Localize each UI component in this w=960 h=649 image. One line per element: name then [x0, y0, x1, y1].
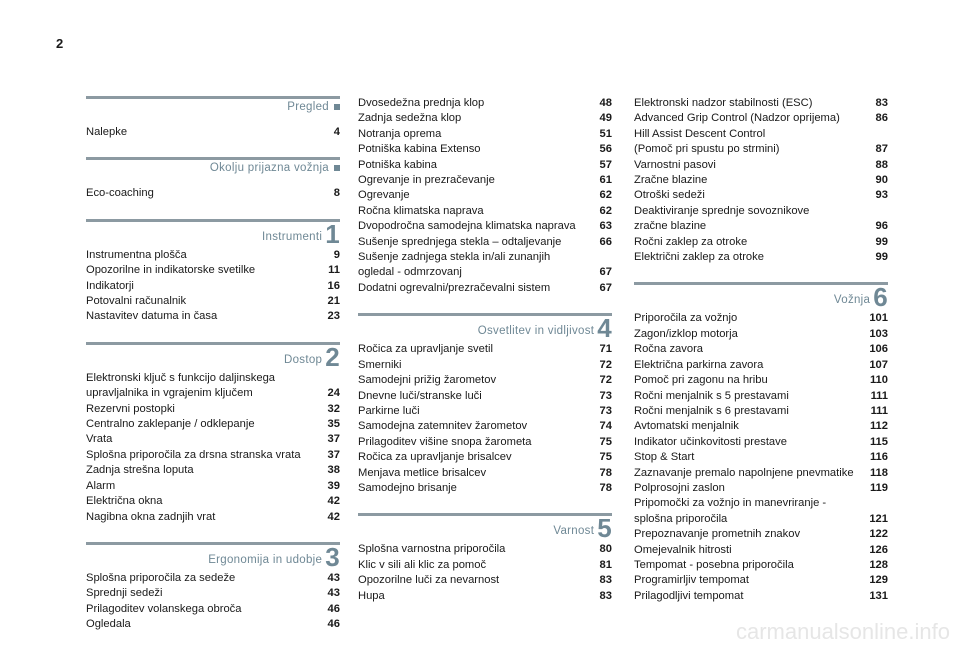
toc-entry[interactable] — [86, 617, 340, 632]
toc-entry-page: 61 — [599, 174, 612, 187]
toc-entry-page: 62 — [599, 189, 612, 202]
toc-entry-page: 75 — [599, 451, 612, 464]
toc-entry-page: 81 — [599, 558, 612, 571]
toc-entry-page: 8 — [333, 187, 340, 200]
toc-entry[interactable] — [634, 435, 888, 450]
toc-entry-label: Splošna priporočila za sedeže — [86, 571, 236, 584]
toc-entry[interactable] — [634, 358, 888, 373]
section-title — [553, 513, 612, 544]
toc-entry-page: 32 — [327, 402, 340, 415]
toc-entry-label: Ogrevanje in prezračevanje — [358, 174, 495, 187]
toc-entry-page: 112 — [869, 420, 888, 433]
watermark-text: carmanualsonline.info — [735, 619, 950, 644]
section-title — [287, 101, 340, 114]
section-header — [634, 282, 888, 311]
toc-entry-label: Parkirne luči — [358, 404, 420, 417]
toc-entry-page: 51 — [599, 127, 612, 140]
toc-entry-label: Zadnja strešna loputa — [86, 464, 194, 477]
toc-entry-page: 83 — [875, 97, 888, 109]
toc-entry[interactable] — [358, 404, 612, 419]
toc-entry[interactable] — [634, 573, 888, 588]
toc-entry[interactable] — [634, 543, 888, 558]
toc-entry-label: Ročica za upravljanje svetil — [358, 343, 493, 356]
section-title-text: Vožnja — [833, 294, 871, 307]
toc-entry-label: Nagibna okna zadnjih vrat — [86, 510, 216, 523]
section-gap — [358, 496, 612, 513]
toc-entry[interactable] — [86, 294, 340, 309]
toc-entry[interactable] — [634, 481, 888, 496]
toc-entry-label: Ogrevanje — [358, 189, 410, 202]
toc-entry[interactable] — [634, 404, 888, 419]
section-number: 5 — [597, 513, 612, 544]
watermark-logo — [660, 609, 960, 649]
toc-entry-page: 75 — [599, 435, 612, 448]
section-header — [358, 513, 612, 542]
toc-section — [86, 219, 340, 325]
toc-entry-label: Rezervni postopki — [86, 402, 175, 415]
section-title-text: Ergonomija in udobje — [208, 553, 323, 566]
toc-entry-label: Indikatorji — [86, 279, 134, 292]
toc-entry-page: 88 — [875, 158, 888, 171]
toc-entry-page: 35 — [327, 418, 340, 431]
toc-entry[interactable] — [634, 327, 888, 342]
section-number: 6 — [873, 282, 888, 313]
toc-entry-page: 37 — [327, 448, 340, 461]
toc-entry-label: Deaktiviranje sprednje sovoznikove zračne blazine — [634, 204, 810, 233]
toc-entry-label: Prilagoditev višine snopa žarometa — [358, 435, 532, 448]
toc-entry-label: Opozorilne luči za nevarnost — [358, 574, 500, 587]
toc-entry[interactable] — [358, 558, 612, 573]
toc-entry-page: 99 — [875, 235, 888, 248]
toc-entry-page: 99 — [875, 251, 888, 264]
toc-entry-label: Samodejna zatemnitev žarometov — [358, 420, 528, 433]
toc-entry[interactable] — [358, 542, 612, 557]
toc-entry[interactable] — [86, 494, 340, 509]
toc-entry[interactable] — [634, 158, 888, 173]
toc-entry-label: Električna okna — [86, 495, 163, 508]
toc-section — [86, 157, 340, 201]
toc-entry-label: Indikator učinkovitosti prestave — [634, 435, 787, 448]
toc-entry[interactable] — [358, 419, 612, 434]
toc-entry[interactable] — [358, 573, 612, 588]
toc-entry-label: Notranja oprema — [358, 127, 442, 140]
section-header — [86, 219, 340, 248]
toc-entry[interactable] — [358, 373, 612, 388]
toc-entry-page: 39 — [327, 479, 340, 492]
toc-entry-page: 90 — [875, 174, 888, 187]
toc-entry-label: Klic v sili ali klic za pomoč — [358, 558, 487, 571]
section-square-icon — [334, 104, 340, 110]
toc-entry-page: 67 — [599, 266, 612, 279]
toc-entry[interactable] — [86, 479, 340, 494]
toc-entry-page: 107 — [869, 358, 888, 371]
toc-entry[interactable] — [86, 448, 340, 463]
toc-entry[interactable] — [358, 342, 612, 357]
section-header — [86, 342, 340, 371]
toc-entry-page: 126 — [869, 543, 888, 556]
toc-entry-page: 38 — [327, 464, 340, 477]
section-gap — [86, 325, 340, 342]
toc-entry-label: Advanced Grip Control (Nadzor oprijema) — [634, 112, 840, 125]
section-header — [86, 542, 340, 571]
toc-entry-label: Eco-coaching — [86, 187, 154, 200]
toc-entry-label: Električna parkirna zavora — [634, 358, 764, 371]
toc-entry[interactable] — [358, 481, 612, 496]
toc-entry[interactable] — [86, 402, 340, 417]
section-title-text: Varnost — [553, 525, 595, 538]
section-title-text: Instrumenti — [262, 230, 323, 243]
toc-entry-label: Prilagoditev volanskega obroča — [86, 602, 242, 615]
toc-column-2 — [358, 96, 612, 604]
toc-section — [634, 282, 888, 604]
toc-entry-label: Dodatni ogrevalni/prezračevalni sistem — [358, 281, 551, 294]
toc-entry-label: Sušenje sprednjega stekla – odtaljevanje — [358, 235, 562, 248]
toc-entry-label: Sušenje zadnjega stekla in/ali zunanjih ogledal - odmrzovanj — [358, 251, 551, 279]
toc-entry[interactable] — [634, 235, 888, 250]
toc-entry-page: 72 — [599, 374, 612, 387]
toc-entry[interactable] — [86, 371, 340, 402]
toc-entry-label: Potniška kabina Extenso — [358, 143, 481, 156]
toc-entry[interactable] — [634, 111, 888, 126]
toc-entry[interactable] — [358, 358, 612, 373]
section-title-text: Osvetlitev in vidljivost — [477, 325, 595, 338]
toc-section — [358, 313, 612, 496]
toc-entry-label: Smerniki — [358, 358, 402, 371]
toc-section — [358, 96, 612, 296]
toc-entry-page: 129 — [869, 574, 888, 587]
section-gap — [86, 140, 340, 157]
toc-entry[interactable] — [86, 186, 340, 201]
toc-entry-label: Varnostni pasovi — [634, 158, 716, 171]
toc-entry[interactable] — [358, 188, 612, 203]
toc-entry[interactable] — [86, 463, 340, 478]
toc-entry-label: Otroški sedeži — [634, 189, 705, 202]
toc-entry-page: 71 — [599, 343, 612, 356]
toc-entry-page: 101 — [869, 312, 888, 325]
toc-entry-label: Ročni zaklep za otroke — [634, 235, 748, 248]
toc-entry[interactable] — [358, 389, 612, 404]
toc-entry-label: Omejevalnik hitrosti — [634, 543, 732, 556]
toc-entry-page: 131 — [869, 589, 888, 602]
toc-entry-page: 96 — [875, 220, 888, 233]
toc-column-1 — [86, 96, 340, 633]
toc-entry-page: 110 — [869, 374, 888, 387]
toc-entry-page: 49 — [599, 112, 612, 125]
section-title — [210, 162, 340, 175]
toc-entry-page: 78 — [599, 466, 612, 479]
toc-entry-page: 57 — [599, 158, 612, 171]
toc-entry[interactable] — [86, 309, 340, 324]
toc-entry-label: Sprednji sedeži — [86, 587, 163, 600]
section-gap — [86, 202, 340, 219]
toc-entry-page: 66 — [599, 235, 612, 248]
toc-entry[interactable] — [634, 173, 888, 188]
toc-entry-label: Polprosojni zaslon — [634, 481, 725, 494]
toc-entry-page: 73 — [599, 389, 612, 402]
toc-entry[interactable] — [86, 125, 340, 140]
toc-section — [86, 96, 340, 140]
toc-entry-label: Hupa — [358, 589, 385, 602]
toc-entry[interactable] — [358, 589, 612, 604]
section-title — [833, 282, 888, 313]
section-title-text: Dostop — [283, 353, 323, 366]
toc-entry[interactable] — [358, 127, 612, 142]
section-title-text: Pregled — [287, 101, 329, 113]
toc-entry-page: 111 — [870, 389, 888, 402]
toc-entry-page: 78 — [599, 481, 612, 494]
toc-entry[interactable] — [634, 496, 888, 527]
toc-entry-page: 122 — [869, 528, 888, 541]
toc-entry[interactable] — [358, 450, 612, 465]
toc-entry-label: Splošna priporočila za drsna stranska vrata — [86, 448, 301, 461]
section-number: 4 — [597, 313, 612, 344]
toc-entry[interactable] — [634, 466, 888, 481]
toc-entry[interactable] — [86, 602, 340, 617]
toc-entry-label: Ročna zavora — [634, 343, 704, 356]
section-square-icon — [334, 165, 340, 171]
section-gap — [86, 525, 340, 542]
toc-entry-label: Stop & Start — [634, 451, 695, 464]
section-gap — [358, 296, 612, 313]
toc-entry-label: Potniška kabina — [358, 158, 437, 171]
toc-entry-page: 56 — [599, 143, 612, 156]
toc-entry[interactable] — [358, 158, 612, 173]
toc-entry-label: Programirljiv tempomat — [634, 574, 750, 587]
toc-section — [86, 542, 340, 633]
toc-entry[interactable] — [634, 250, 888, 265]
toc-entry-label: Nalepke — [86, 126, 128, 138]
toc-entry-page: 111 — [870, 404, 888, 417]
toc-entry[interactable] — [358, 435, 612, 450]
section-header — [358, 313, 612, 342]
toc-entry[interactable] — [358, 142, 612, 157]
toc-entry[interactable] — [86, 432, 340, 447]
toc-entry-page: 121 — [869, 512, 888, 525]
toc-entry[interactable] — [358, 204, 612, 219]
toc-entry-label: Pripomočki za vožnjo in manevriranje - splošna priporočila — [634, 497, 827, 525]
section-number: 3 — [325, 541, 340, 572]
toc-entry-page: 83 — [599, 574, 612, 587]
toc-entry-page: 24 — [327, 387, 340, 400]
toc-entry-page: 93 — [875, 189, 888, 202]
toc-entry-page: 63 — [599, 220, 612, 233]
section-header — [86, 157, 340, 186]
toc-entry-label: Tempomat - posebna priporočila — [634, 558, 794, 571]
toc-entry[interactable] — [634, 311, 888, 326]
toc-entry-label: Zračne blazine — [634, 174, 708, 187]
toc-entry-label: Avtomatski menjalnik — [634, 420, 739, 433]
toc-entry-page: 119 — [869, 481, 888, 494]
toc-entry[interactable] — [634, 96, 888, 111]
toc-entry[interactable] — [86, 248, 340, 263]
section-number: 1 — [325, 218, 340, 249]
toc-section — [634, 96, 888, 265]
toc-entry[interactable] — [358, 235, 612, 250]
toc-entry-label: Ročna klimatska naprava — [358, 204, 484, 217]
section-title — [208, 541, 340, 572]
toc-section — [86, 342, 340, 525]
toc-entry-label: Pomoč pri zagonu na hribu — [634, 374, 768, 387]
toc-entry-label: Prepoznavanje prometnih znakov — [634, 528, 801, 541]
toc-entry-page: 128 — [869, 558, 888, 571]
toc-entry-page: 62 — [599, 204, 612, 217]
toc-section — [358, 513, 612, 604]
toc-entry[interactable] — [634, 558, 888, 573]
toc-entry[interactable] — [358, 96, 612, 111]
toc-entry[interactable] — [358, 173, 612, 188]
toc-entry[interactable] — [86, 417, 340, 432]
toc-entry[interactable] — [358, 281, 612, 296]
section-gap — [634, 265, 888, 282]
toc-entry-page: 43 — [327, 587, 340, 600]
toc-entry-label: Ogledala — [86, 618, 131, 631]
toc-entry-label: Zadnja sedežna klop — [358, 112, 462, 125]
toc-entry-label: Elektronski ključ s funkcijo daljinskega upravljalnika in vgrajenim ključem — [86, 371, 276, 400]
toc-entry-page: 16 — [327, 279, 340, 292]
toc-entry[interactable] — [634, 589, 888, 604]
toc-entry-page: 21 — [327, 295, 340, 308]
section-title-text: Okolju prijazna vožnja — [209, 162, 329, 175]
toc-entry-label: Centralno zaklepanje / odklepanje — [86, 418, 255, 431]
toc-entry[interactable] — [86, 510, 340, 525]
toc-entry-page: 37 — [327, 433, 340, 446]
toc-entry-label: Ročica za upravljanje brisalcev — [358, 451, 512, 464]
toc-entry-label: Menjava metlice brisalcev — [358, 466, 487, 479]
toc-entry-page: 86 — [875, 112, 888, 125]
toc-entry[interactable] — [634, 373, 888, 388]
toc-entry-label: Vrata — [86, 433, 113, 446]
toc-entry-page: 106 — [869, 343, 888, 356]
toc-entry-label: Zagon/izklop motorja — [634, 327, 738, 340]
toc-entry-label: Električni zaklep za otroke — [634, 251, 764, 264]
toc-entry-label: Splošna varnostna priporočila — [358, 543, 506, 556]
section-header — [86, 96, 340, 125]
section-title — [262, 218, 340, 249]
toc-entry-page: 103 — [869, 327, 888, 340]
toc-entry-label: Samodejno brisanje — [358, 481, 457, 494]
toc-entry-label: Instrumentna plošča — [86, 248, 187, 261]
toc-entry[interactable] — [86, 571, 340, 586]
toc-entry-page: 23 — [327, 310, 340, 323]
section-title — [477, 313, 612, 344]
toc-entry-page: 4 — [333, 126, 340, 138]
toc-entry-page: 80 — [599, 543, 612, 556]
toc-entry-page: 116 — [869, 451, 888, 464]
toc-entry-page: 67 — [599, 281, 612, 294]
toc-entry[interactable] — [634, 342, 888, 357]
toc-entry-label: Nastavitev datuma in časa — [86, 310, 218, 323]
toc-entry[interactable] — [634, 188, 888, 203]
toc-entry[interactable] — [86, 279, 340, 294]
toc-entry-page: 42 — [327, 495, 340, 508]
toc-entry[interactable] — [358, 466, 612, 481]
toc-entry-page: 9 — [333, 248, 340, 261]
toc-entry[interactable] — [634, 127, 888, 158]
toc-entry[interactable] — [634, 419, 888, 434]
toc-entry-page: 74 — [599, 420, 612, 433]
toc-entry-page: 115 — [869, 435, 888, 448]
toc-entry[interactable] — [358, 111, 612, 126]
toc-entry-label: Alarm — [86, 479, 116, 492]
toc-entry[interactable] — [86, 263, 340, 278]
toc-entry-label: Ročni menjalnik s 5 prestavami — [634, 389, 789, 402]
toc-entry[interactable] — [634, 527, 888, 542]
toc-entry[interactable] — [634, 450, 888, 465]
toc-entry-label: Zaznavanje premalo napolnjene pnevmatike — [634, 466, 854, 479]
toc-entry-label: Priporočila za vožnjo — [634, 312, 738, 325]
toc-entry-label: Ročni menjalnik s 6 prestavami — [634, 404, 789, 417]
toc-entry-label: Hill Assist Descent Control (Pomoč pri spustu po strmini) — [634, 127, 780, 156]
toc-entry[interactable] — [86, 586, 340, 601]
toc-entry[interactable] — [358, 219, 612, 234]
toc-entry-label: Opozorilne in indikatorske svetilke — [86, 264, 256, 277]
toc-entry[interactable] — [634, 204, 888, 235]
section-title — [283, 341, 340, 372]
toc-entry-page: 83 — [599, 589, 612, 602]
toc-column-3 — [634, 96, 888, 604]
toc-entry-label: Prilagodljivi tempomat — [634, 589, 744, 602]
section-number: 2 — [325, 341, 340, 372]
toc-entry[interactable] — [634, 389, 888, 404]
toc-entry-page: 118 — [869, 466, 888, 479]
toc-entry-label: Dnevne luči/stranske luči — [358, 389, 482, 402]
toc-entry-page: 73 — [599, 404, 612, 417]
toc-entry-label: Dvopodročna samodejna klimatska naprava — [358, 220, 576, 233]
toc-entry-page: 43 — [327, 571, 340, 584]
toc-entry-page: 46 — [327, 618, 340, 631]
toc-entry-page: 42 — [327, 510, 340, 523]
toc-entry-label: Samodejni prižig žarometov — [358, 374, 497, 387]
toc-entry-page: 87 — [875, 143, 888, 156]
toc-entry[interactable] — [358, 250, 612, 281]
toc-entry-label: Potovalni računalnik — [86, 295, 187, 308]
toc-entry-page: 11 — [328, 264, 340, 277]
toc-entry-page: 46 — [327, 602, 340, 615]
toc-entry-page: 48 — [599, 97, 612, 109]
toc-entry-label: Elektronski nadzor stabilnosti (ESC) — [634, 97, 813, 109]
toc-entry-label: Dvosedežna prednja klop — [358, 97, 485, 109]
toc-entry-page: 72 — [599, 358, 612, 371]
page-number: 2 — [56, 36, 64, 51]
